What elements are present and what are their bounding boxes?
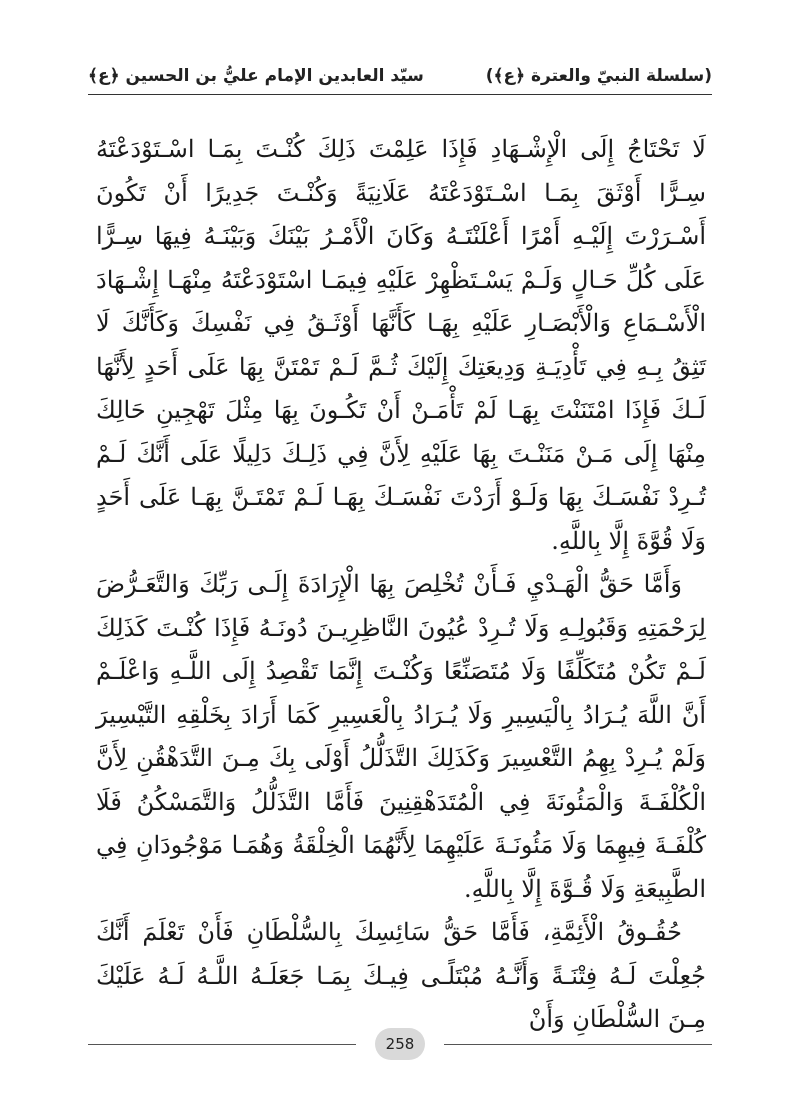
footer-divider-left — [88, 1044, 356, 1045]
header-divider — [88, 94, 712, 95]
page-body — [96, 128, 706, 1042]
paragraph-1: لَا تَحْتَاجُ إِلَى الْإِشْـهَادِ فَإِذَا عَلِمْتَ ذَلِكَ كُنْـتَ بِمَـا اسْـتَوْدَعْتَهُ سِـرًّا أَوْثَقَ بِمَـا اسْـتَوْدَعْتَهُ عَلَانِيَةً وَكُنْـتَ جَدِيرًا أَنْ تَكُونَ أَسْـرَرْتَ إِلَيْـهِ أَمْرًا أَعْلَنْتَـهُ وَكَانَ الْأَمْـرُ بَيْنَكَ وَبَيْنَـهُ فِيهَا سِـرًّا عَلَى كُلِّ حَـالٍ وَلَـمْ يَسْـتَظْهِرْ عَلَيْهِ فِيمَـا اسْتَوْدَعْتَهُ مِنْهَـا إِشْـهَادَ الْأَسْـمَاعِ وَالْأَبْصَـارِ عَلَيْهِ بِهَـا كَأَنَّهَا أَوْثَـقُ فِي نَفْسِكَ وَكَأَنَّكَ لَا تَثِقُ بِـهِ فِي تَأْدِيَـةِ وَدِيعَتِكَ إِلَيْكَ ثُـمَّ لَـمْ تَمْتَنَّ بِهَا عَلَى أَحَدٍ لِأَنَّهَا لَـكَ فَإِذَا امْتَنَنْتَ بِهَـا لَمْ تَأْمَـنْ أَنْ تَكُـونَ بِهَا مِثْلَ تَهْجِينِ حَالِكَ مِنْهَا إِلَى مَـنْ مَنَنْـتَ بِهَا عَلَيْهِ لِأَنَّ فِي ذَلِـكَ دَلِيلًا عَلَى أَنَّكَ لَـمْ تُـرِدْ نَفْسَـكَ بِهَا وَلَـوْ أَرَدْتَ نَفْسَـكَ بِهَـا لَـمْ تَمْتَـنَّ بِهَـا عَلَى أَحَدٍ وَلَا قُوَّةَ إِلَّا بِاللَّهِ. — [96, 135, 706, 555]
page-footer — [88, 1028, 712, 1062]
page-number-badge — [375, 1028, 425, 1060]
series-title: (سلسلة النبيّ والعترة ﴿ع﴾) — [485, 65, 712, 86]
footer-divider-right — [444, 1044, 712, 1045]
paragraph-2: وَأَمَّا حَقُّ الْهَـدْيِ فَـأَنْ تُخْلِصَ بِهَا الْإِرَادَةَ إِلَـى رَبِّكَ وَالتَّعَـرُّضَ لِرَحْمَتِهِ وَقَبُولِـهِ وَلَا تُـرِدْ عُيُونَ النَّاظِرِيـنَ دُونَـهُ فَإِذَا كُنْـتَ كَذَلِكَ لَـمْ تَكُنْ مُتَكَلِّفًا وَلَا مُتَصَنِّعًا وَكُنْـتَ إِنَّمَا تَقْصِدُ إِلَى اللَّـهِ وَاعْلَـمْ أَنَّ اللَّهَ يُـرَادُ بِالْيَسِيرِ وَلَا يُـرَادُ بِالْعَسِيرِ كَمَا أَرَادَ بِخَلْقِهِ التَّيْسِيرَ وَلَمْ يُـرِدْ بِهِمُ التَّعْسِيرَ وَكَذَلِكَ التَّذَلُّلُ أَوْلَى بِكَ مِـنَ التَّدَهْقُنِ لِأَنَّ الْكُلْفَـةَ وَالْمَئُونَةَ فِي الْمُتَدَهْقِنِينَ فَأَمَّا التَّذَلُّلُ وَالتَّمَسْكُنُ فَلَا كُلْفَـةَ فِيهِمَا وَلَا مَئُونَـةَ عَلَيْهِمَا لِأَنَّهُمَا الْخِلْقَةُ وَهُمَـا مَوْجُودَانِ فِي الطَّبِيعَةِ وَلَا قُـوَّةَ إِلَّا بِاللَّهِ. — [96, 570, 706, 903]
page-number: 258 — [385, 1035, 415, 1053]
book-title: سيّد العابدين الإمام عليُّ بن الحسين ﴿ع﴾ — [88, 65, 424, 86]
running-header — [88, 58, 712, 92]
paragraph-3: حُقُـوقُ الْأَئِمَّةِ، فَأَمَّا حَقُّ سَائِسِكَ بِالسُّلْطَانِ فَأَنْ تَعْلَمَ أَنَّكَ جُعِلْتَ لَـهُ فِتْنَـةً وَأَنَّـهُ مُبْتَلًـى فِيـكَ بِمَـا جَعَلَـهُ اللَّـهُ لَـهُ عَلَيْكَ مِـنَ السُّلْطَانِ وَأَنْ — [96, 918, 706, 1033]
